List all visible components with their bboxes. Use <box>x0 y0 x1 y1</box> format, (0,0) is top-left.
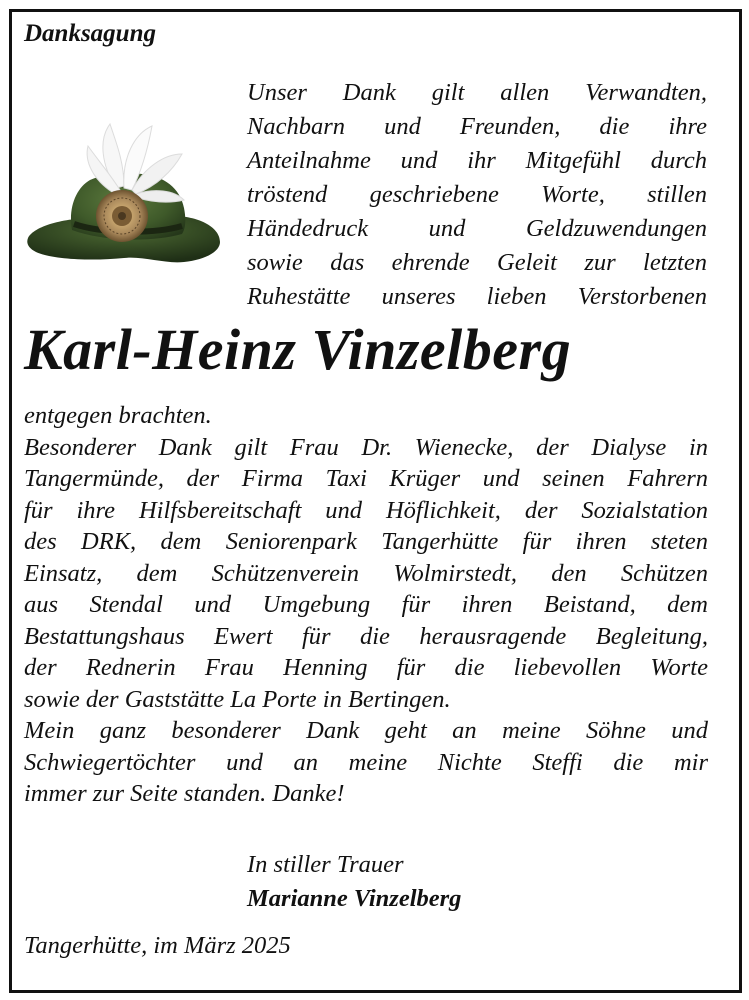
closing-block <box>247 848 461 916</box>
intro-paragraph <box>247 76 707 314</box>
body-line: aus Stendal und Umgebung für ihren Beistand, dem <box>24 591 708 618</box>
deceased-name: Karl-Heinz Vinzelberg <box>24 317 572 382</box>
body-line: für ihre Hilfsbereitschaft und Höflichkeit, der Sozialstation <box>24 496 708 524</box>
place-and-date: Tangerhütte, im März 2025 <box>24 932 291 959</box>
signer-name: Marianne Vinzelberg <box>247 885 462 912</box>
body-line: entgegen brachten. <box>24 402 212 429</box>
intro-line: sowie das ehrende Geleit zur letzten <box>247 249 707 276</box>
hunting-hat-icon <box>24 118 220 276</box>
body-line: Mein ganz besonderer Dank geht an meine Söhne und <box>24 717 708 744</box>
intro-line: tröstend geschriebene Worte, stillen <box>247 181 707 208</box>
body-line: des DRK, dem Seniorenpark Tangerhütte für ihren steten <box>24 528 708 555</box>
body-line: immer zur Seite standen. Danke! <box>24 780 345 807</box>
body-line: Tangermünde, der Firma Taxi Krüger und seinen Fahrern <box>24 465 708 492</box>
thanks-paragraph <box>24 400 708 810</box>
body-line: Bestattungshaus Ewert für die herausragende Begleitung, <box>24 622 708 650</box>
body-line: sowie der Gaststätte La Porte in Bertingen. <box>24 685 451 713</box>
intro-line: Händedruck und Geldzuwendungen <box>247 215 707 242</box>
notice-heading: Danksagung <box>24 20 156 47</box>
body-line: Besonderer Dank gilt Frau Dr. Wienecke, der Dialyse in <box>24 433 708 461</box>
intro-line: Unser Dank gilt allen Verwandten, <box>247 79 707 106</box>
intro-line: Ruhestätte unseres lieben Verstorbenen <box>247 283 707 310</box>
intro-line: Anteilnahme und ihr Mitgefühl durch <box>247 147 707 174</box>
intro-line: Nachbarn und Freunden, die ihre <box>247 113 707 140</box>
body-line: der Rednerin Frau Henning für die liebevollen Worte <box>24 654 708 681</box>
closing-phrase: In stiller Trauer <box>247 851 404 878</box>
body-line: Schwiegertöchter und an meine Nichte Steffi die mir <box>24 748 708 776</box>
body-line: Einsatz, dem Schützenverein Wolmirstedt, den Schützen <box>24 559 708 587</box>
